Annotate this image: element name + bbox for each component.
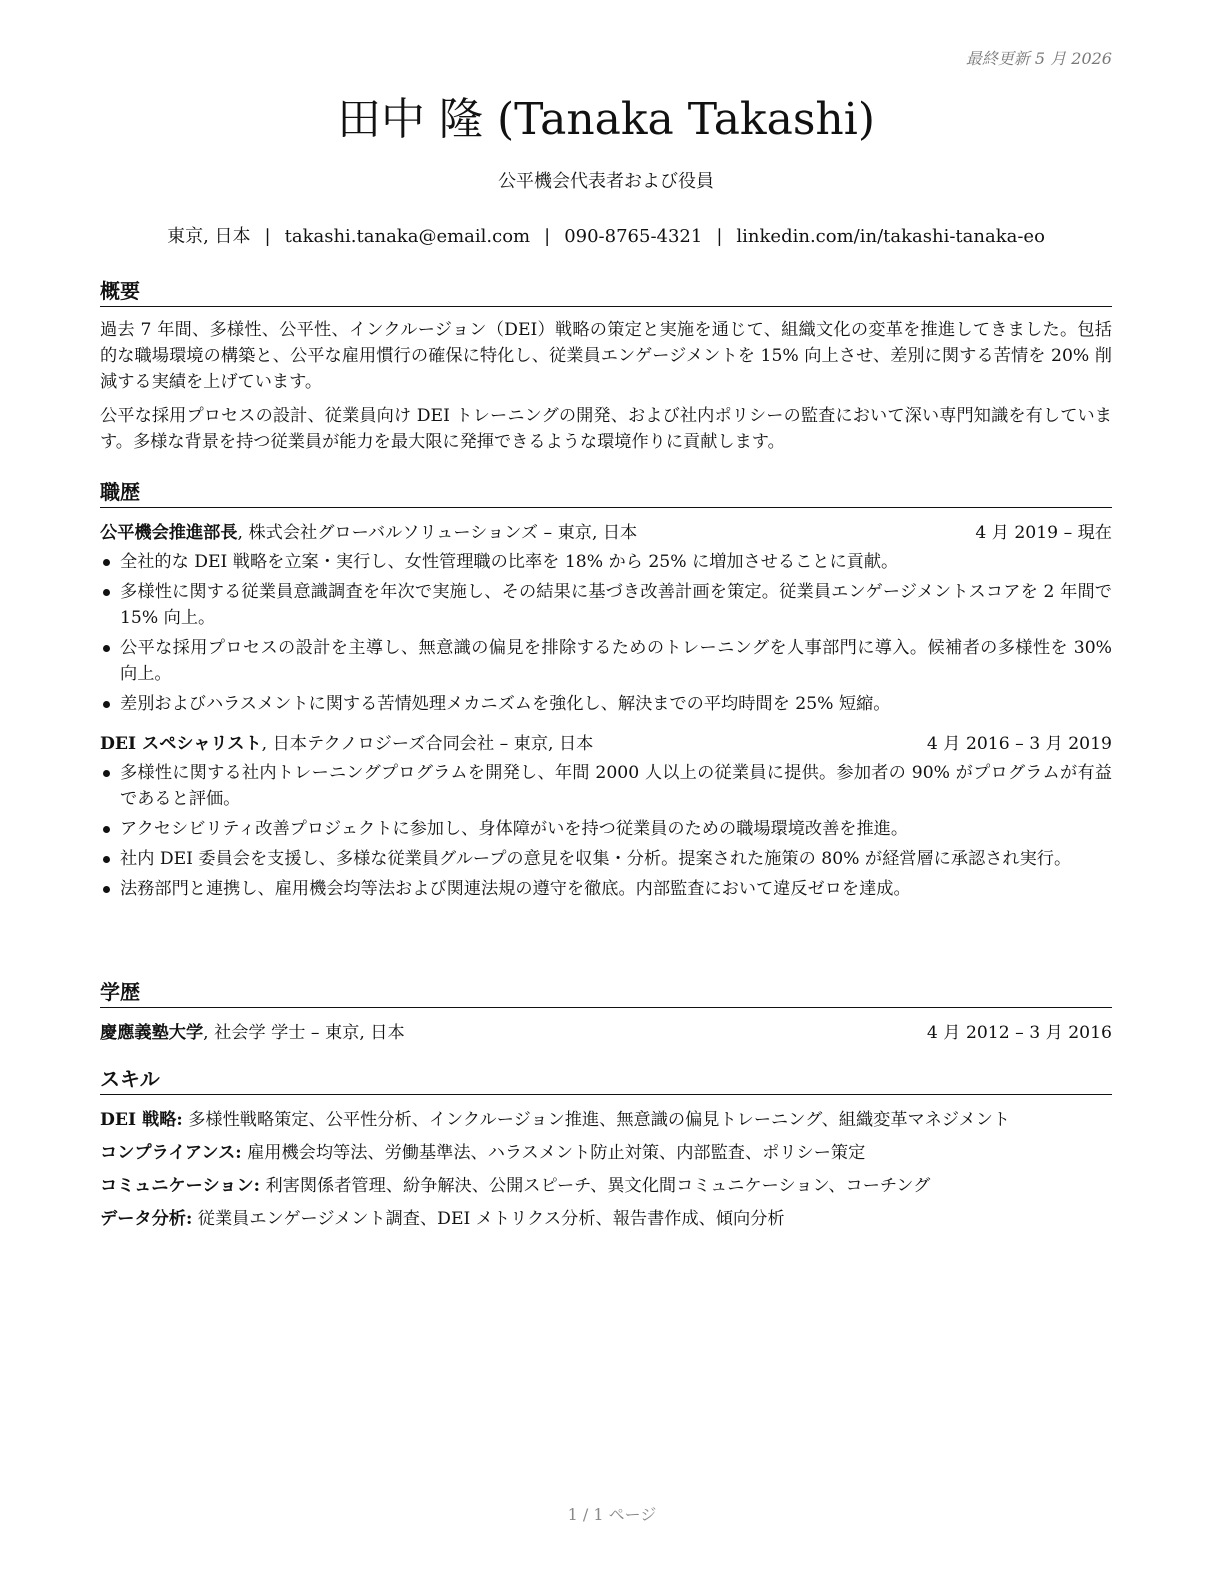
job-header <box>100 731 1112 757</box>
education-school: 慶應義塾大学 <box>100 1023 204 1043</box>
skill-row <box>100 1107 1112 1133</box>
job-header <box>100 520 1112 546</box>
job-bullet: 全社的な DEI 戦略を立案・実行し、女性管理職の比率を 18% から 25% に増加させることに貢献。 <box>120 549 1112 575</box>
skill-category: コンプライアンス: <box>100 1143 242 1163</box>
job-role: DEI スペシャリスト <box>100 734 262 754</box>
education-section <box>100 979 1112 1046</box>
skill-category: DEI 戦略: <box>100 1110 183 1130</box>
job-bullet: 多様性に関する従業員意識調査を年次で実施し、その結果に基づき改善計画を策定。従業員エンゲージメントスコアを 2 年間で 15% 向上。 <box>120 579 1112 631</box>
contact-location: 東京, 日本 <box>167 226 251 247</box>
skills-section <box>100 1066 1112 1232</box>
section-title-summary: 概要 <box>100 278 1112 307</box>
contact-line <box>100 224 1112 250</box>
candidate-name: 田中 隆 (Tanaka Takashi) <box>337 94 875 145</box>
job-bullets <box>100 549 1112 717</box>
skill-row <box>100 1173 1112 1199</box>
skill-category: データ分析: <box>100 1209 193 1229</box>
section-title-skills: スキル <box>100 1066 1112 1095</box>
skill-row <box>100 1206 1112 1232</box>
summary-section <box>100 278 1112 455</box>
contact-separator: | <box>264 226 271 247</box>
education-detail: , 社会学 学士 – 東京, 日本 <box>203 1023 405 1043</box>
contact-separator: | <box>716 226 723 247</box>
skill-items: 従業員エンゲージメント調査、DEI メトリクス分析、報告書作成、傾向分析 <box>192 1209 785 1229</box>
job-org: , 日本テクノロジーズ合同会社 – 東京, 日本 <box>261 734 594 754</box>
job-role: 公平機会推進部長 <box>100 523 238 543</box>
job-bullet: 公平な採用プロセスの設計を主導し、無意識の偏見を排除するためのトレーニングを人事部門に導入。候補者の多様性を 30% 向上。 <box>120 635 1112 687</box>
job-dates: 4 月 2016 – 3 月 2019 <box>926 734 1112 754</box>
skill-items: 利害関係者管理、紛争解決、公開スピーチ、異文化間コミュニケーション、コーチング <box>260 1176 931 1196</box>
job-bullets <box>100 760 1112 902</box>
page-indicator: 1 / 1 ページ <box>567 1505 657 1524</box>
job-org: , 株式会社グローバルソリューションズ – 東京, 日本 <box>237 523 638 543</box>
job-bullet: 多様性に関する社内トレーニングプログラムを開発し、年間 2000 人以上の従業員に提供。参加者の 90% がプログラムが有益であると評価。 <box>120 760 1112 812</box>
candidate-headline: 公平機会代表者および役員 <box>498 171 714 192</box>
job-bullet: 法務部門と連携し、雇用機会均等法および関連法規の遵守を徹底。内部監査において違反ゼロを達成。 <box>120 876 1112 902</box>
job-bullet: アクセシビリティ改善プロジェクトに参加し、身体障がいを持つ従業員のための職場環境改善を推進。 <box>120 816 1112 842</box>
education-dates: 4 月 2012 – 3 月 2016 <box>926 1023 1112 1043</box>
job-bullet: 差別およびハラスメントに関する苦情処理メカニズムを強化し、解決までの平均時間を 25% 短縮。 <box>120 691 1112 717</box>
section-title-experience: 職歴 <box>100 479 1112 508</box>
job-entry <box>100 731 1112 902</box>
skill-row <box>100 1140 1112 1166</box>
job-entry <box>100 520 1112 717</box>
contact-linkedin[interactable]: linkedin.com/in/takashi-tanaka-eo <box>736 226 1045 247</box>
skill-category: コミュニケーション: <box>100 1176 261 1196</box>
skill-items: 多様性戦略策定、公平性分析、インクルージョン推進、無意識の偏見トレーニング、組織変革マネジメント <box>182 1110 1011 1130</box>
last-updated: 最終更新 5 月 2026 <box>965 49 1112 68</box>
job-bullet: 社内 DEI 委員会を支援し、多様な従業員グループの意見を収集・分析。提案された施策の 80% が経営層に承認され実行。 <box>120 846 1112 872</box>
section-title-education: 学歴 <box>100 979 1112 1008</box>
education-entry <box>100 1020 1112 1046</box>
contact-email[interactable]: takashi.tanaka@email.com <box>284 226 531 247</box>
skill-items: 雇用機会均等法、労働基準法、ハラスメント防止対策、内部監査、ポリシー策定 <box>241 1143 866 1163</box>
summary-paragraph: 公平な採用プロセスの設計、従業員向け DEI トレーニングの開発、および社内ポリシーの監査において深い専門知識を有しています。多様な背景を持つ従業員が能力を最大限に発揮できるような環境作りに貢献します。 <box>100 406 1112 452</box>
contact-phone[interactable]: 090-8765-4321 <box>564 226 703 247</box>
summary-paragraph: 過去 7 年間、多様性、公平性、インクルージョン（DEI）戦略の策定と実施を通じて、組織文化の変革を推進してきました。包括的な職場環境の構築と、公平な雇用慣行の確保に特化し、従業員エンゲージメントを 15% 向上させ、差別に関する苦情を 20% 削減する実績を上げています。 <box>100 320 1112 392</box>
contact-separator: | <box>544 226 551 247</box>
experience-section <box>100 479 1112 906</box>
job-dates: 4 月 2019 – 現在 <box>975 523 1112 543</box>
